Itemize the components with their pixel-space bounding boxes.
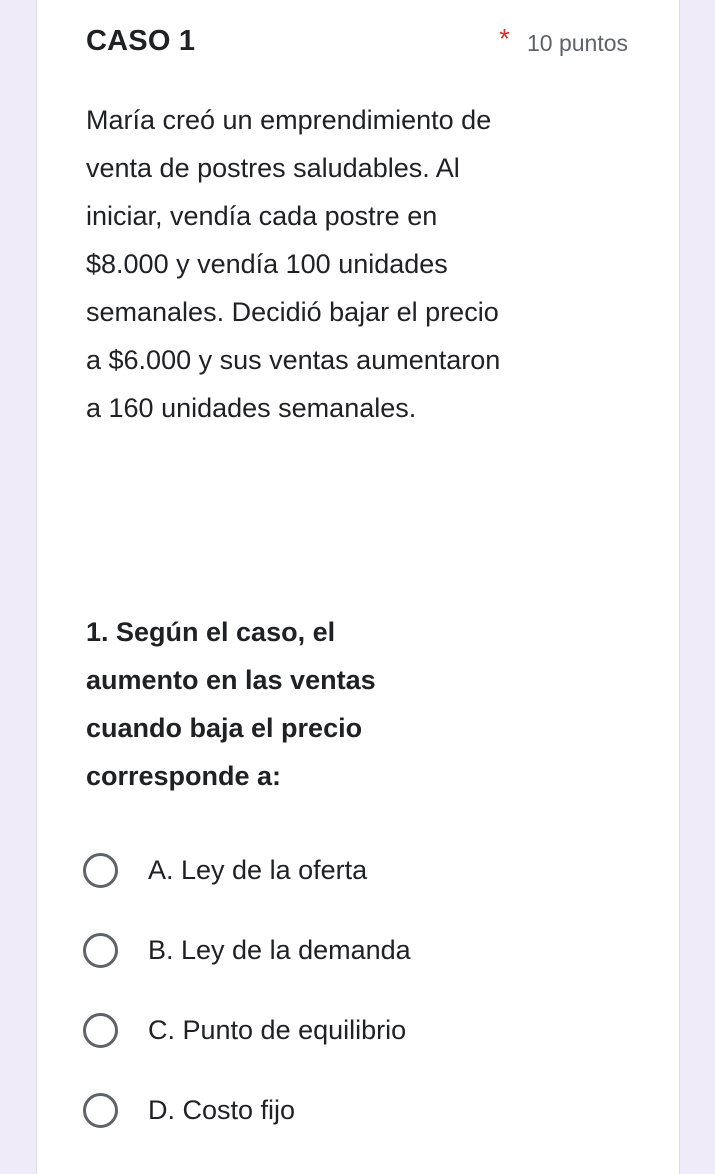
option-b[interactable] [83, 930, 643, 1010]
option-a[interactable] [83, 850, 643, 930]
question-prompt: 1. Según el caso, el aumento en las ventas cuando baja el precio corresponde a: [86, 617, 376, 791]
radio-group [83, 850, 643, 1170]
radio-circle-icon[interactable] [83, 933, 118, 968]
option-label: A. Ley de la oferta [148, 855, 368, 885]
radio-circle-icon[interactable] [83, 853, 118, 888]
question-title: CASO 1 [86, 25, 196, 57]
question-header [86, 22, 633, 62]
question-card [36, 0, 680, 1174]
option-d[interactable] [83, 1090, 643, 1170]
option-label: B. Ley de la demanda [148, 935, 411, 965]
required-marker: * [499, 23, 510, 54]
case-description: María creó un emprendimiento de venta de postres saludables. Al iniciar, vendía cada postre en $8.000 y vendía 100 unidades semanales. Decidió bajar el precio a $6.000 y sus ventas aumentaron a 160 unidades semanales. [86, 105, 501, 423]
option-label: C. Punto de equilibrio [148, 1015, 407, 1045]
radio-circle-icon[interactable] [83, 1093, 118, 1128]
points-label: 10 puntos [527, 30, 629, 56]
option-label: D. Costo fijo [148, 1095, 296, 1125]
radio-circle-icon[interactable] [83, 1013, 118, 1048]
option-c[interactable] [83, 1010, 643, 1090]
